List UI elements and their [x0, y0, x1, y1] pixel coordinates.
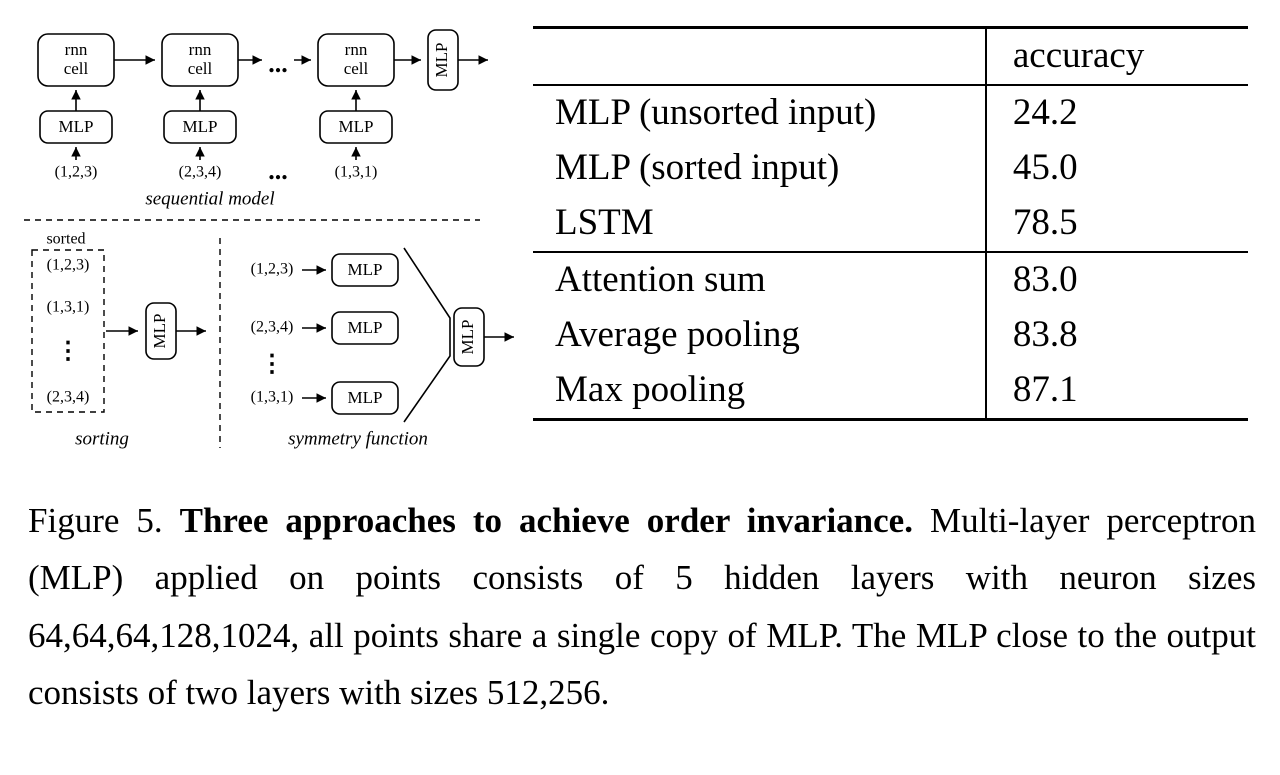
row-name: MLP (unsorted input) — [533, 85, 986, 141]
symmetry-output-mlp-label: MLP — [457, 319, 477, 355]
rnn-cell-2 — [162, 34, 238, 86]
rnn-cell-1-line2: cell — [63, 58, 89, 78]
row-name: MLP (sorted input) — [555, 147, 840, 188]
rnn-cell-3-line1: rnn — [344, 39, 368, 59]
architecture-diagram — [10, 8, 530, 478]
symmetry-output-mlp — [454, 308, 484, 366]
sorted-item-3: (2,3,4) — [46, 388, 90, 406]
sorting-mlp-label: MLP — [149, 313, 169, 349]
table-row — [533, 252, 1248, 308]
symmetry-mlp-1 — [332, 254, 398, 286]
caption-figure-number: Figure 5. — [28, 501, 163, 540]
header-accuracy: accuracy — [986, 28, 1248, 86]
sequential-mlp-1 — [40, 111, 112, 143]
sorted-item-2: (1,3,1) — [46, 298, 90, 316]
rnn-cell-2-line1: rnn — [188, 39, 212, 59]
row-accuracy: 24.2 — [986, 85, 1248, 141]
sequential-input-3: (1,3,1) — [334, 163, 378, 181]
sequential-input-2: (2,3,4) — [178, 163, 222, 181]
sequential-mlp-2 — [164, 111, 236, 143]
rnn-cell-2-line2: cell — [187, 58, 213, 78]
row-name: Average pooling — [555, 314, 800, 355]
table-header-row — [533, 28, 1248, 86]
sequential-mlp-1-label: MLP — [58, 116, 94, 136]
caption-body: Multi-layer perceptron (MLP) applied on points consists of 5 hidden layers with neuron sizes 64,64,64,128,1024, all points share a single copy of MLP. The MLP close to the output consists of two layers with sizes 512,256. — [28, 501, 1257, 713]
caption-title: Three approaches to achieve order invariance. — [179, 501, 913, 540]
table-row — [533, 196, 1248, 252]
table-row — [533, 141, 1248, 196]
rnn-cell-3 — [318, 34, 394, 86]
table-row — [533, 308, 1248, 363]
row-name: Max pooling — [555, 369, 746, 410]
symmetry-mlp-3-label: MLP — [347, 387, 383, 407]
sequential-mlp-3-label: MLP — [338, 116, 374, 136]
sorted-label: sorted — [46, 230, 86, 248]
sequential-caption: sequential model — [145, 188, 275, 210]
header-method — [533, 28, 986, 86]
sorting-caption: sorting — [75, 428, 129, 450]
row-name: Attention sum — [533, 252, 986, 308]
rnn-cell-1 — [38, 34, 114, 86]
symmetry-input-3: (1,3,1) — [250, 388, 294, 406]
symmetry-mlp-1-label: MLP — [347, 259, 383, 279]
symmetry-mlp-2 — [332, 312, 398, 344]
row-accuracy: 78.5 — [986, 196, 1248, 252]
figure-caption — [28, 492, 1256, 722]
sequential-output-mlp — [428, 30, 458, 90]
row-accuracy: 87.1 — [986, 363, 1248, 420]
table-row — [533, 85, 1248, 141]
results-table — [533, 26, 1248, 421]
table-row — [533, 363, 1248, 420]
row-accuracy: 83.0 — [986, 252, 1248, 308]
results-table-wrapper — [533, 26, 1248, 421]
symmetry-mlp-2-label: MLP — [347, 317, 383, 337]
sequential-input-ellipsis: ... — [268, 155, 288, 185]
rnn-cell-3-line2: cell — [343, 58, 369, 78]
sequential-ellipsis: ... — [268, 48, 288, 78]
symmetry-input-1: (1,2,3) — [250, 260, 294, 278]
sequential-mlp-2-label: MLP — [182, 116, 218, 136]
sorted-item-1: (1,2,3) — [46, 256, 90, 274]
sequential-input-1: (1,2,3) — [54, 163, 98, 181]
symmetry-input-2: (2,3,4) — [250, 318, 294, 336]
rnn-cell-1-line1: rnn — [64, 39, 88, 59]
symmetry-caption: symmetry function — [288, 428, 428, 450]
sequential-output-mlp-label: MLP — [431, 42, 451, 78]
symmetry-mlp-3 — [332, 382, 398, 414]
symmetry-vertical-dots: ⋮ — [260, 351, 284, 378]
row-name: LSTM — [555, 202, 654, 243]
sorting-mlp — [146, 303, 176, 359]
sequential-mlp-3 — [320, 111, 392, 143]
sorted-vertical-dots: ⋮ — [56, 338, 80, 365]
row-accuracy: 45.0 — [986, 141, 1248, 196]
aggregation-funnel — [404, 248, 450, 422]
row-accuracy: 83.8 — [986, 308, 1248, 363]
